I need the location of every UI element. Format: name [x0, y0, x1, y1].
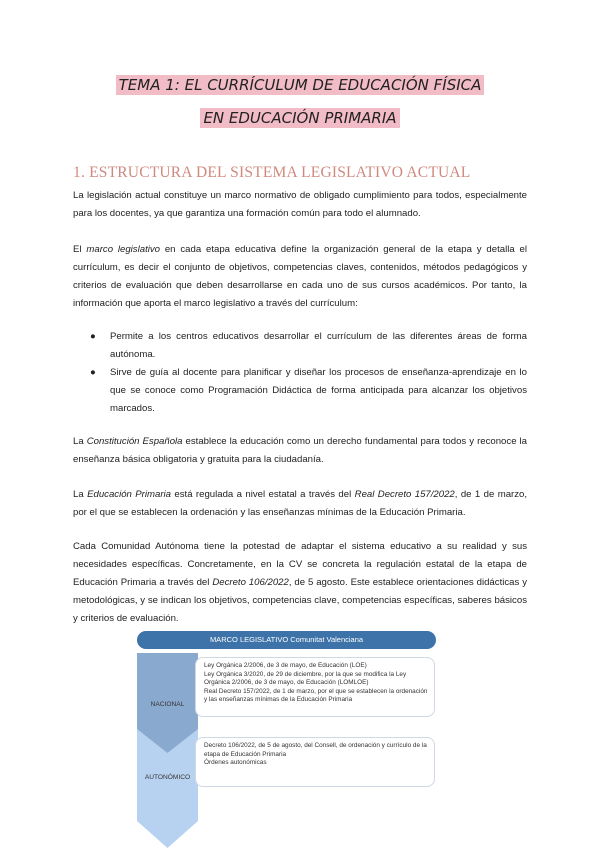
bullet-list [90, 328, 527, 418]
p2-pre: El [73, 244, 87, 255]
section-heading: 1. ESTRUCTURA DEL SISTEMA LEGISLATIVO ACTUAL [73, 164, 471, 181]
list-item-text: Permite a los centros educativos desarrollar el currículum de las diferentes áreas de forma autónoma. [110, 331, 527, 360]
list-item-text: Sirve de guía al docente para planificar y diseñar los procesos de enseñanza-aprendizaje en lo que se conoce como Programación Didáctica de forma anticipada para alcanzar los objetivos marcados. [110, 367, 527, 414]
p2-post: en cada etapa educativa define la organización general de la etapa y detalla el currículum, es decir el conjunto de objetivos, competencias claves, contenidos, métodos pedagógicos y criterios de evaluación que deben desarrollarse en cada uno de sus cursos académicos. Por tanto, la información que aporta el marco legislativo a través del currículum: [73, 244, 527, 309]
document-title-line-1 [0, 76, 600, 94]
nacional-item-2: Ley Orgánica 3/2020, de 29 de diciembre, por la que se modifica la Ley Orgánica 2/2006, de 3 de mayo, de Educación (LOMLOE) [204, 670, 407, 687]
p3-pre: La [73, 436, 87, 447]
paragraph-1: La legislación actual constituye un marco normativo de obligado cumplimiento para todos, especialmente para los docentes, ya que garantiza una formación común para todo el alumnado. [73, 190, 527, 219]
autonomico-chevron-shape [137, 729, 198, 848]
legislative-framework-diagram [137, 631, 436, 848]
paragraph-2 [73, 241, 527, 313]
p5-pre: Cada Comunidad Autónoma tiene la potestad de adaptar el sistema educativo a su realidad y sus necesidades específicas. Concretamente, en la CV se concreta la regulación estatal de la etapa de Educación Primaria a través del [73, 541, 527, 588]
document-title-line-2 [0, 109, 600, 127]
paragraph-4 [73, 486, 527, 522]
p4-mid: está regulada a nivel estatal a través del [171, 489, 355, 500]
p4-emphasis-2: Real Decreto 157/2022 [354, 489, 455, 500]
p4-pre: La [73, 489, 88, 500]
list-item [90, 364, 527, 418]
paragraph-3 [73, 433, 527, 469]
autonomico-chevron [137, 729, 198, 848]
p3-emphasis: Constitución Española [86, 436, 183, 447]
diagram-header: MARCO LEGISLATIVO Comunitat Valenciana [137, 631, 436, 649]
nacional-item-3: Real Decreto 157/2022, de 1 de marzo, por el que se establecen la ordenación y las enseñanzas mínimas de la Educación Primaria [204, 687, 428, 704]
bullet-icon: ● [90, 367, 96, 378]
autonomico-box [195, 737, 435, 787]
p5-post: , de 5 agosto. Este establece orientaciones didácticas y metodológicas, y se indican los objetivos, competencias clave, competencias específicas, saberes básicos y criterios de evaluación. [73, 577, 527, 624]
autonomico-item-2: Órdenes autonómicas [204, 759, 267, 767]
nacional-box [195, 657, 435, 717]
p4-post: , de 1 de marzo, por el que se establecen la ordenación y las enseñanzas mínimas de la Educación Primaria. [73, 489, 528, 518]
title-text-2: EN EDUCACIÓN PRIMARIA [200, 108, 399, 128]
p2-emphasis: marco legislativo [86, 244, 160, 255]
autonomico-item-1: Decreto 106/2022, de 5 de agosto, del Consell, de ordenación y currículo de la etapa de Educación Primaria [204, 742, 427, 758]
p5-emphasis: Decreto 106/2022 [212, 577, 289, 588]
title-text-1: TEMA 1: EL CURRÍCULUM DE EDUCACIÓN FÍSICA [116, 75, 485, 95]
autonomico-label: AUTONÓMICO [144, 774, 191, 781]
p3-post: establece la educación como un derecho fundamental para todos y reconoce la enseñanza básica obligatoria y gratuita para la ciudadanía. [73, 436, 528, 465]
paragraph-5 [73, 538, 527, 628]
bullet-icon: ● [90, 331, 96, 342]
nacional-label: NACIONAL [150, 701, 185, 708]
p4-emphasis-1: Educación Primaria [87, 489, 171, 500]
list-item [90, 328, 527, 364]
nacional-item-1: Ley Orgánica 2/2006, de 3 de mayo, de Educación (LOE) [204, 662, 367, 669]
